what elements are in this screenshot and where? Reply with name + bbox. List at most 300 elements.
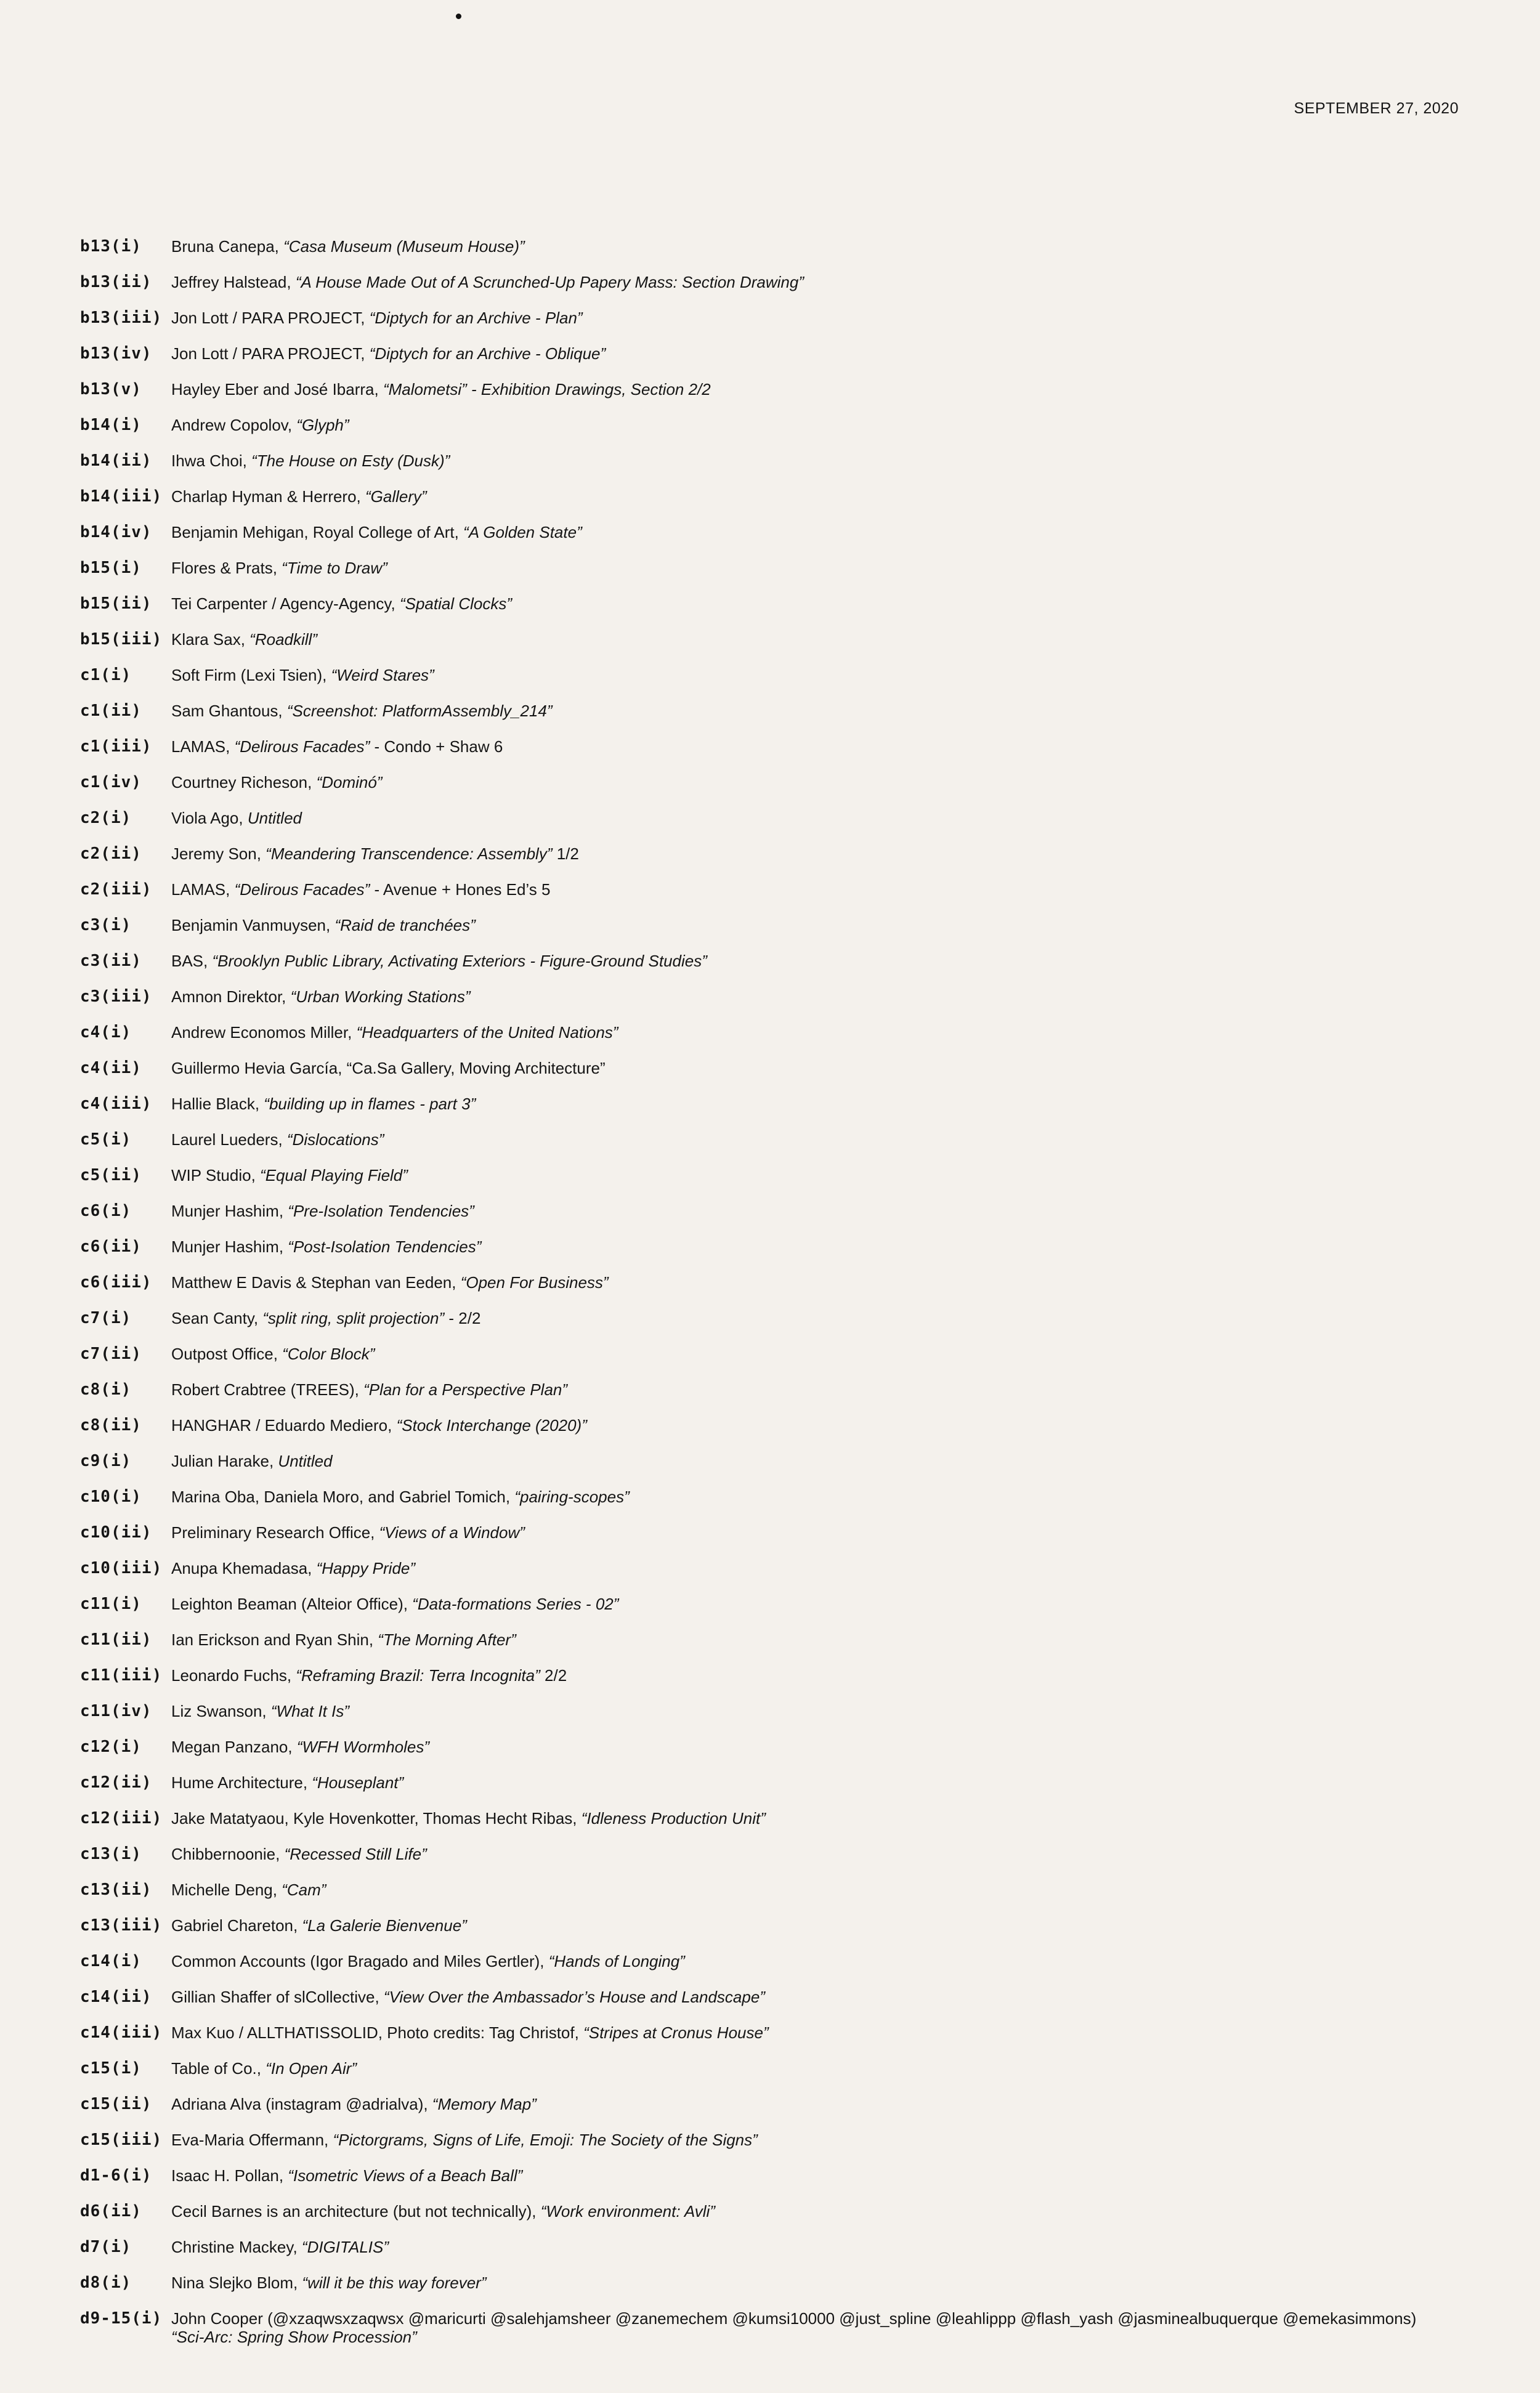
entry-title: “What It Is” (270, 1702, 349, 1720)
entry-credit: Charlap Hyman & Herrero, (171, 487, 365, 506)
entry-title: “Headquarters of the United Nations” (356, 1023, 618, 1042)
entry-title: “Diptych for an Archive - Oblique” (369, 344, 606, 363)
entry-description (171, 1273, 609, 1292)
entry-credit: Gabriel Chareton, (171, 1916, 302, 1935)
entry-title: “Color Block” (282, 1345, 375, 1363)
entry-description (171, 1952, 685, 1970)
list-item (80, 1845, 1466, 1881)
entry-code: c10(iii) (80, 1559, 163, 1577)
entry-description (171, 273, 804, 291)
entry-code: b14(iii) (80, 487, 163, 506)
list-item (80, 1738, 1466, 1773)
entry-extra: 1/2 (552, 844, 579, 863)
entry-code: c1(ii) (80, 702, 142, 720)
entry-title: “Malometsi” - Exhibition Drawings, Section 2/2 (383, 380, 711, 399)
entry-code: c12(iii) (80, 1809, 163, 1828)
entry-credit: Cecil Barnes is an architecture (but not technically), (171, 2202, 541, 2221)
list-item (80, 2131, 1466, 2166)
entry-credit: John Cooper (@xzaqwsxzaqwsx @maricurti @salehjamsheer @zanemechem @kumsi10000 @just_spline @leahlippp @flash_yash @jasminealbuquerque @emekasimmons) (171, 2309, 1417, 2328)
entry-description (171, 666, 434, 684)
entry-credit: Megan Panzano, (171, 1738, 297, 1756)
entry-description (171, 344, 606, 363)
entry-credit: Hayley Eber and José Ibarra, (171, 380, 383, 399)
entry-code: c6(ii) (80, 1237, 142, 1256)
entry-code: c7(i) (80, 1309, 132, 1327)
entry-description (171, 1881, 326, 1899)
entry-description (171, 1988, 765, 2006)
list-item (80, 2202, 1466, 2238)
entry-code: b13(iii) (80, 309, 163, 327)
list-item (80, 1023, 1466, 1059)
entry-extra: - Condo + Shaw 6 (370, 737, 503, 756)
entry-credit: Benjamin Mehigan, Royal College of Art, (171, 523, 464, 541)
list-item (80, 1452, 1466, 1488)
entry-description (171, 1309, 480, 1327)
list-item (80, 1595, 1466, 1630)
entry-description (171, 1380, 567, 1399)
entry-description (171, 952, 707, 970)
entry-code: c7(ii) (80, 1345, 142, 1363)
list-item (80, 1702, 1466, 1738)
entry-title: “Memory Map” (432, 2095, 537, 2113)
entry-title: “In Open Air” (265, 2059, 357, 2078)
list-item (80, 1809, 1466, 1845)
entry-credit: Jon Lott / PARA PROJECT, (171, 344, 370, 363)
entry-title: “View Over the Ambassador’s House and Landscape” (383, 1988, 765, 2006)
entry-title: “will it be this way forever” (302, 2274, 487, 2292)
list-item (80, 2095, 1466, 2131)
entry-description (171, 809, 302, 827)
entry-code: c3(i) (80, 916, 132, 934)
entry-title: “Isometric Views of a Beach Ball” (288, 2166, 523, 2185)
entry-credit: Table of Co., (171, 2059, 266, 2078)
entry-code: c3(ii) (80, 952, 142, 970)
entry-description (171, 1630, 516, 1649)
entry-extra: - Avenue + Hones Ed’s 5 (370, 880, 551, 899)
list-item (80, 1559, 1466, 1595)
entry-credit: Andrew Copolov, (171, 416, 297, 434)
entry-credit: Klara Sax, (171, 630, 250, 649)
entry-description (171, 309, 583, 327)
entry-credit: Munjer Hashim, (171, 1237, 288, 1256)
entry-code: c2(iii) (80, 880, 152, 899)
entry-title: “Casa Museum (Museum House)” (283, 237, 525, 256)
entry-description (171, 2202, 715, 2221)
entry-title: “Weird Stares” (331, 666, 434, 684)
entry-credit: LAMAS, (171, 737, 235, 756)
entry-description (171, 773, 382, 792)
entry-description (171, 1130, 384, 1149)
entry-title: “Urban Working Stations” (290, 987, 471, 1006)
date-label: SEPTEMBER 27, 2020 (1294, 100, 1459, 117)
entry-description (171, 594, 512, 613)
entry-code: c2(ii) (80, 844, 142, 863)
entry-description (171, 2166, 522, 2185)
entry-extra: 2/2 (540, 1666, 567, 1685)
list-item (80, 523, 1466, 559)
entry-code: d7(i) (80, 2238, 132, 2256)
entry-description (171, 916, 476, 934)
entry-credit: Eva-Maria Offermann, (171, 2131, 333, 2149)
entry-credit: Courtney Richeson, (171, 773, 317, 792)
entry-credit: Michelle Deng, (171, 1881, 282, 1899)
entry-title: “Pre-Isolation Tendencies” (288, 1202, 474, 1220)
entry-credit: Nina Slejko Blom, (171, 2274, 302, 2292)
entry-description (171, 2309, 1416, 2346)
entry-credit: Leonardo Fuchs, (171, 1666, 296, 1685)
entry-credit: Adriana Alva (instagram @adrialva), (171, 2095, 432, 2113)
list-item (80, 1630, 1466, 1666)
list-item (80, 773, 1466, 809)
entry-title: “Views of a Window” (379, 1523, 525, 1542)
entry-title: Untitled (278, 1452, 333, 1470)
entry-title: “Work environment: Avli” (540, 2202, 715, 2221)
entry-code: c9(i) (80, 1452, 132, 1470)
entry-credit: HANGHAR / Eduardo Mediero, (171, 1416, 397, 1435)
entry-code: c8(ii) (80, 1416, 142, 1435)
list-item (80, 1202, 1466, 1237)
entry-description (171, 1452, 333, 1470)
entry-description (171, 523, 582, 541)
entry-code: c11(i) (80, 1595, 142, 1613)
list-item (80, 451, 1466, 487)
entry-code: b15(i) (80, 559, 142, 577)
entry-description (171, 2095, 537, 2113)
entry-code: c11(iv) (80, 1702, 152, 1720)
list-item (80, 237, 1466, 273)
entry-code: c12(i) (80, 1738, 142, 1756)
entry-title: “Diptych for an Archive - Plan” (369, 309, 583, 327)
entry-code: b13(i) (80, 237, 142, 256)
entry-code: c8(i) (80, 1380, 132, 1399)
entry-title: “Plan for a Perspective Plan” (363, 1380, 568, 1399)
entry-code: b13(ii) (80, 273, 152, 291)
entry-description (171, 1202, 474, 1220)
entry-description (171, 1523, 525, 1542)
entry-code: c15(iii) (80, 2131, 163, 2149)
entry-code: b13(iv) (80, 344, 152, 363)
entry-description (171, 451, 450, 470)
entry-title: “Recessed Still Life” (284, 1845, 427, 1863)
entry-code: c4(i) (80, 1023, 132, 1042)
entry-credit: Julian Harake, (171, 1452, 278, 1470)
list-item (80, 952, 1466, 987)
entry-code: c6(iii) (80, 1273, 152, 1292)
entry-description (171, 487, 427, 506)
entry-code: c13(ii) (80, 1881, 152, 1899)
entry-title: “pairing-scopes” (514, 1488, 630, 1506)
entry-description (171, 1738, 429, 1756)
list-item (80, 1523, 1466, 1559)
list-item (80, 1916, 1466, 1952)
entry-credit: Hume Architecture, (171, 1773, 312, 1792)
list-item (80, 1988, 1466, 2023)
entry-description (171, 1023, 618, 1042)
entry-credit: Munjer Hashim, (171, 1202, 288, 1220)
entry-description (171, 844, 579, 863)
entry-description (171, 1702, 349, 1720)
entry-description (171, 237, 525, 256)
entry-title: “The House on Esty (Dusk)” (251, 451, 450, 470)
entry-code: c14(iii) (80, 2023, 163, 2042)
entry-description (171, 2023, 769, 2042)
entry-title: “split ring, split projection” (262, 1309, 445, 1327)
entry-title: “Spatial Clocks” (399, 594, 512, 613)
list-item (80, 630, 1466, 666)
entry-title: “Sci-Arc: Spring Show Procession” (171, 2328, 417, 2346)
entry-code: b14(ii) (80, 451, 152, 470)
entry-title: “Pictorgrams, Signs of Life, Emoji: The Society of the Signs” (333, 2131, 758, 2149)
entry-code: c11(iii) (80, 1666, 163, 1685)
entry-credit: Soft Firm (Lexi Tsien), (171, 666, 331, 684)
entry-title: “WFH Wormholes” (296, 1738, 430, 1756)
entry-title: “Hands of Longing” (548, 1952, 685, 1970)
entry-credit: Jake Matatyaou, Kyle Hovenkotter, Thomas Hecht Ribas, (171, 1809, 582, 1828)
list-item (80, 1237, 1466, 1273)
entry-code: c5(i) (80, 1130, 132, 1149)
entry-code: c12(ii) (80, 1773, 152, 1792)
list-item (80, 416, 1466, 451)
list-item (80, 987, 1466, 1023)
entry-description (171, 702, 553, 720)
entry-title: “Roadkill” (249, 630, 317, 649)
entry-credit: Guillermo Hevia García, “Ca.Sa Gallery, Moving Architecture” (171, 1059, 606, 1077)
list-item (80, 916, 1466, 952)
entry-credit: BAS, (171, 952, 213, 970)
entry-title: “Delirous Facades” (234, 880, 370, 899)
entry-credit: Preliminary Research Office, (171, 1523, 379, 1542)
entry-credit: Outpost Office, (171, 1345, 283, 1363)
list-item (80, 309, 1466, 344)
entry-title: “Reframing Brazil: Terra Incognita” (296, 1666, 540, 1685)
entry-title: “Dominó” (316, 773, 383, 792)
entry-title: “Gallery” (365, 487, 427, 506)
entry-description (171, 559, 387, 577)
list-item (80, 487, 1466, 523)
list-item (80, 809, 1466, 844)
entry-code: b14(iv) (80, 523, 152, 541)
entry-title: “Screenshot: PlatformAssembly_214” (286, 702, 553, 720)
list-item (80, 344, 1466, 380)
entry-code: c5(ii) (80, 1166, 142, 1184)
entry-description (171, 2131, 758, 2149)
faded-background-text (665, 99, 671, 172)
entry-title: “Post-Isolation Tendencies” (288, 1237, 482, 1256)
entry-code: d9-15(i) (80, 2309, 163, 2328)
list-item (80, 1881, 1466, 1916)
entry-description (171, 630, 317, 649)
entry-title: “Stripes at Cronus House” (583, 2023, 769, 2042)
entry-description (171, 1666, 567, 1685)
entry-description (171, 1345, 375, 1363)
entry-title: “building up in flames - part 3” (264, 1095, 476, 1113)
list-item (80, 2023, 1466, 2059)
entry-code: d8(i) (80, 2274, 132, 2292)
list-item (80, 559, 1466, 594)
entry-code: d6(ii) (80, 2202, 142, 2221)
entry-description (171, 1416, 587, 1435)
entry-description (171, 987, 471, 1006)
list-item (80, 1309, 1466, 1345)
entry-code: c6(i) (80, 1202, 132, 1220)
entry-code: c15(ii) (80, 2095, 152, 2113)
entry-code: d1-6(i) (80, 2166, 152, 2185)
list-item (80, 1166, 1466, 1202)
entry-title: “A Golden State” (463, 523, 582, 541)
list-item (80, 1130, 1466, 1166)
entry-title: “Time to Draw” (282, 559, 387, 577)
entry-title: “Delirous Facades” (234, 737, 370, 756)
entry-description (171, 880, 550, 899)
entry-credit: Matthew E Davis & Stephan van Eeden, (171, 1273, 461, 1292)
entry-title: “Cam” (282, 1881, 326, 1899)
list-item (80, 737, 1466, 773)
entry-code: b14(i) (80, 416, 142, 434)
entry-credit: Jeffrey Halstead, (171, 273, 296, 291)
ink-speck (456, 14, 461, 19)
list-item (80, 594, 1466, 630)
list-item (80, 1059, 1466, 1095)
entry-code: c10(ii) (80, 1523, 152, 1542)
entry-credit: Ian Erickson and Ryan Shin, (171, 1630, 378, 1649)
entry-description (171, 1488, 630, 1506)
entry-credit: Viola Ago, (171, 809, 248, 827)
entry-title: “Glyph” (296, 416, 349, 434)
entry-title: Untitled (247, 809, 302, 827)
entry-description (171, 1059, 606, 1077)
entry-description (171, 2274, 487, 2292)
list-item (80, 273, 1466, 309)
entry-credit: Liz Swanson, (171, 1702, 271, 1720)
list-item (80, 2309, 1466, 2345)
entry-title: “La Galerie Bienvenue” (302, 1916, 467, 1935)
list-item (80, 1095, 1466, 1130)
entry-credit: Tei Carpenter / Agency-Agency, (171, 594, 400, 613)
entry-code: b15(ii) (80, 594, 152, 613)
entry-credit: Sam Ghantous, (171, 702, 287, 720)
entry-title: “Equal Playing Field” (260, 1166, 408, 1184)
list-item (80, 2059, 1466, 2095)
list-item (80, 1488, 1466, 1523)
entry-description (171, 1809, 766, 1828)
list-item (80, 1666, 1466, 1702)
entry-code: c14(i) (80, 1952, 142, 1970)
entry-title: “Meandering Transcendence: Assembly” (265, 844, 553, 863)
entry-credit: Andrew Economos Miller, (171, 1023, 357, 1042)
entry-title: “Brooklyn Public Library, Activating Exteriors - Figure-Ground Studies” (212, 952, 707, 970)
list-item (80, 2274, 1466, 2309)
entry-code: c1(i) (80, 666, 132, 684)
entry-credit: Anupa Khemadasa, (171, 1559, 317, 1577)
entry-code: c13(i) (80, 1845, 142, 1863)
entry-credit: Benjamin Vanmuysen, (171, 916, 335, 934)
entry-credit: Leighton Beaman (Alteior Office), (171, 1595, 413, 1613)
entry-title: “Open For Business” (460, 1273, 609, 1292)
entry-title: “Idleness Production Unit” (581, 1809, 766, 1828)
entry-description (171, 1559, 415, 1577)
list-item (80, 1345, 1466, 1380)
entry-code: c14(ii) (80, 1988, 152, 2006)
entry-description (171, 1166, 408, 1184)
entry-title: “Data-formations Series - 02” (412, 1595, 619, 1613)
list-item (80, 1380, 1466, 1416)
entry-extra: - 2/2 (444, 1309, 481, 1327)
entry-credit: Max Kuo / ALLTHATISSOLID, Photo credits: Tag Christof, (171, 2023, 584, 2042)
entry-title: “The Morning After” (378, 1630, 516, 1649)
list-item (80, 702, 1466, 737)
entry-credit: Ihwa Choi, (171, 451, 252, 470)
entry-credit: Amnon Direktor, (171, 987, 291, 1006)
entry-credit: Christine Mackey, (171, 2238, 302, 2256)
entry-code: b15(iii) (80, 630, 163, 649)
list-item (80, 1773, 1466, 1809)
entry-title: “Raid de tranchées” (334, 916, 476, 934)
entry-credit: Sean Canty, (171, 1309, 263, 1327)
entry-code: c1(iii) (80, 737, 152, 756)
entry-credit: Jon Lott / PARA PROJECT, (171, 309, 370, 327)
entry-code: c4(ii) (80, 1059, 142, 1077)
entry-code: c4(iii) (80, 1095, 152, 1113)
entry-credit: Marina Oba, Daniela Moro, and Gabriel Tomich, (171, 1488, 515, 1506)
entry-credit: Isaac H. Pollan, (171, 2166, 288, 2185)
entry-credit: Laurel Lueders, (171, 1130, 287, 1149)
entry-credit: Jeremy Son, (171, 844, 266, 863)
entry-description (171, 1916, 467, 1935)
list-item (80, 1273, 1466, 1309)
entry-title: “Happy Pride” (316, 1559, 416, 1577)
entry-credit: Chibbernoonie, (171, 1845, 285, 1863)
entry-description (171, 380, 711, 399)
entry-credit: Hallie Black, (171, 1095, 264, 1113)
entry-code: c15(i) (80, 2059, 142, 2078)
entry-description (171, 1845, 427, 1863)
entry-description (171, 737, 503, 756)
entry-credit: LAMAS, (171, 880, 235, 899)
list-item (80, 880, 1466, 916)
entry-credit: Robert Crabtree (TREES), (171, 1380, 364, 1399)
entry-title: “Dislocations” (286, 1130, 384, 1149)
entry-code: c2(i) (80, 809, 132, 827)
entry-title: “Houseplant” (312, 1773, 404, 1792)
list-item (80, 1952, 1466, 1988)
credits-list (80, 237, 1466, 2345)
entry-description (171, 1595, 618, 1613)
entry-code: b13(v) (80, 380, 142, 399)
list-item (80, 1416, 1466, 1452)
entry-credit: WIP Studio, (171, 1166, 261, 1184)
list-item (80, 2166, 1466, 2202)
entry-code: c3(iii) (80, 987, 152, 1006)
entry-title: “Stock Interchange (2020)” (396, 1416, 587, 1435)
entry-code: c13(iii) (80, 1916, 163, 1935)
entry-title: “A House Made Out of A Scrunched-Up Papery Mass: Section Drawing” (295, 273, 804, 291)
list-item (80, 2238, 1466, 2274)
entry-code: c10(i) (80, 1488, 142, 1506)
entry-description (171, 2238, 389, 2256)
entry-code: c1(iv) (80, 773, 142, 792)
entry-credit: Flores & Prats, (171, 559, 282, 577)
entry-credit: Gillian Shaffer of slCollective, (171, 1988, 384, 2006)
list-item (80, 844, 1466, 880)
entry-description (171, 1095, 476, 1113)
entry-description (171, 416, 349, 434)
entry-description (171, 1773, 403, 1792)
entry-description (171, 1237, 481, 1256)
list-item (80, 380, 1466, 416)
entry-credit: Bruna Canepa, (171, 237, 284, 256)
entry-title: “DIGITALIS” (301, 2238, 389, 2256)
list-item (80, 666, 1466, 702)
